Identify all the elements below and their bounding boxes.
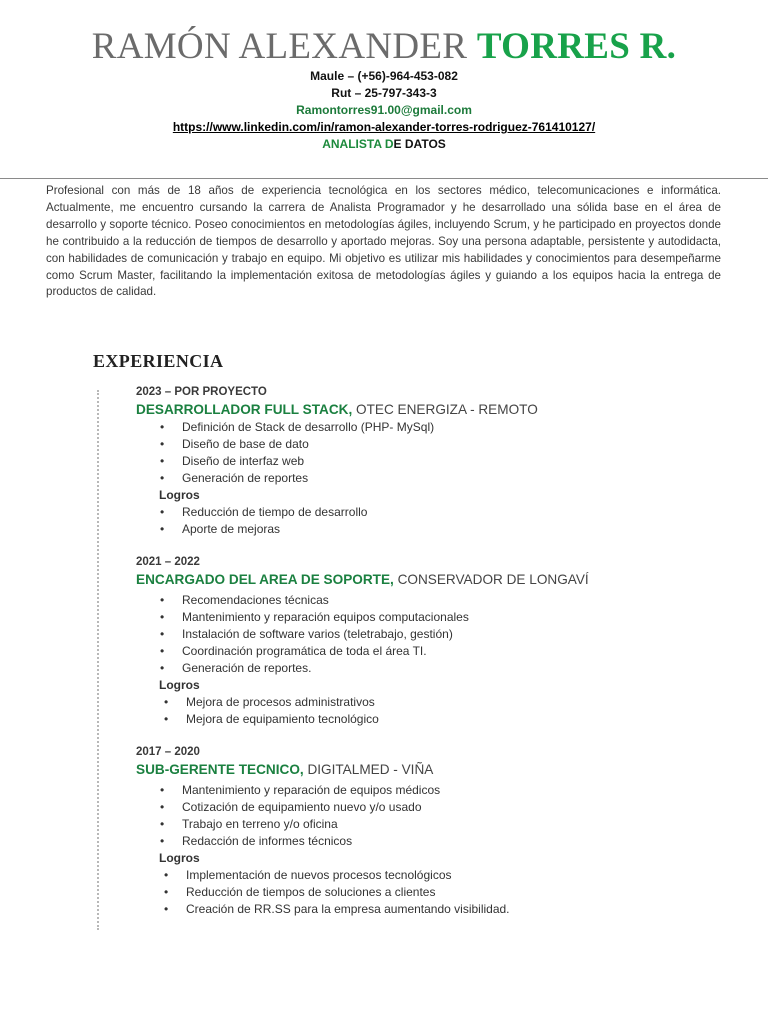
achievement-item: • Reducción de tiempo de desarrollo: [136, 504, 696, 521]
job-headline-part-a: ANALISTA D: [322, 137, 394, 151]
achievement-item: • Mejora de equipamiento tecnológico: [136, 711, 696, 728]
email-line: Ramontorres91.00@gmail.com: [296, 103, 472, 117]
timeline-line: [97, 390, 99, 930]
job-title: [136, 400, 696, 419]
task-item: • Instalación de software varios (teletrabajo, gestión): [136, 626, 696, 643]
achievement-item: • Mejora de procesos administrativos: [136, 694, 696, 711]
achievement-item: • Reducción de tiempos de soluciones a clientes: [136, 884, 696, 901]
task-item: • Generación de reportes.: [136, 660, 696, 677]
job-entry: [136, 554, 696, 728]
job-role: SUB-GERENTE TECNICO,: [136, 762, 304, 777]
job-role: ENCARGADO DEL AREA DE SOPORTE,: [136, 572, 394, 587]
task-list: [136, 419, 696, 487]
task-list: [136, 782, 696, 850]
task-item: • Mantenimiento y reparación equipos computacionales: [136, 609, 696, 626]
job-role: DESARROLLADOR FULL STACK,: [136, 402, 353, 417]
job-entry: [136, 744, 696, 918]
job-company: CONSERVADOR DE LONGAVÍ: [393, 572, 589, 587]
achievement-item: • Creación de RR.SS para la empresa aumentando visibilidad.: [136, 901, 696, 918]
job-company: OTEC ENERGIZA - REMOTO: [352, 402, 538, 417]
name-last: TORRES R.: [476, 26, 677, 67]
job-company: DIGITALMED - VIÑA: [303, 762, 434, 777]
phone-line: Maule – (+56)-964-453-082: [310, 69, 458, 83]
task-item: • Diseño de base de dato: [136, 436, 696, 453]
rut-line: Rut – 25-797-343-3: [331, 86, 437, 100]
task-item: • Definición de Stack de desarrollo (PHP- MySql): [136, 419, 696, 436]
job-headline: [0, 136, 768, 153]
task-item: • Mantenimiento y reparación de equipos médicos: [136, 782, 696, 799]
job-period: 2021 – 2022: [136, 556, 200, 568]
logros-label: Logros: [159, 678, 200, 692]
header-divider: [0, 178, 768, 179]
job-headline-part-b: E DATOS: [393, 137, 446, 151]
linkedin-link[interactable]: https://www.linkedin.com/in/ramon-alexander-torres-rodriguez-761410127/: [172, 120, 596, 134]
achievement-list: [136, 867, 696, 918]
candidate-name: [0, 26, 768, 68]
job-period: 2023 – POR PROYECTO: [136, 386, 267, 398]
task-item: • Cotización de equipamiento nuevo y/o usado: [136, 799, 696, 816]
task-item: • Recomendaciones técnicas: [136, 592, 696, 609]
task-item: • Redacción de informes técnicos: [136, 833, 696, 850]
logros-label: Logros: [159, 851, 200, 865]
experience-heading: EXPERIENCIA: [93, 351, 224, 371]
task-list: [136, 592, 696, 677]
achievement-list: [136, 504, 696, 538]
logros-label: Logros: [159, 488, 200, 502]
achievement-list: [136, 694, 696, 728]
job-title: [136, 760, 696, 779]
achievement-item: • Implementación de nuevos procesos tecnológicos: [136, 867, 696, 884]
task-item: • Trabajo en terreno y/o oficina: [136, 816, 696, 833]
task-item: • Generación de reportes: [136, 470, 696, 487]
job-title: [136, 570, 696, 589]
profile-summary: Profesional con más de 18 años de experiencia tecnológica en los sectores médico, telecomunicaciones e informática. Actualmente, me encuentro cursando la carrera de Analista Programador y he desarrollado una sólida base en el área de desarrollo y soporte técnico. Poseo conocimientos en metodologías ágiles, incluyendo Scrum, y he participado en proyectos donde he contribuido a la reducción de tiempos de desarrollo y aportado mejoras. Soy una persona adaptable, persistente y autodidacta, con habilidades de comunicación y trabajo en equipo. Mi objetivo es utilizar mis habilidades y conocimientos para desempeñarme como Scrum Master, facilitando la implementación exitosa de metodologías ágiles y guiando a los equipos hacia la entrega de productos de calidad.: [46, 184, 721, 299]
task-item: • Diseño de interfaz web: [136, 453, 696, 470]
resume-header: [0, 26, 768, 153]
job-period: 2017 – 2020: [136, 746, 200, 758]
job-entry: [136, 384, 696, 538]
task-item: • Coordinación programática de toda el área TI.: [136, 643, 696, 660]
name-first: RAMÓN ALEXANDER: [91, 26, 477, 67]
achievement-item: • Aporte de mejoras: [136, 521, 696, 538]
